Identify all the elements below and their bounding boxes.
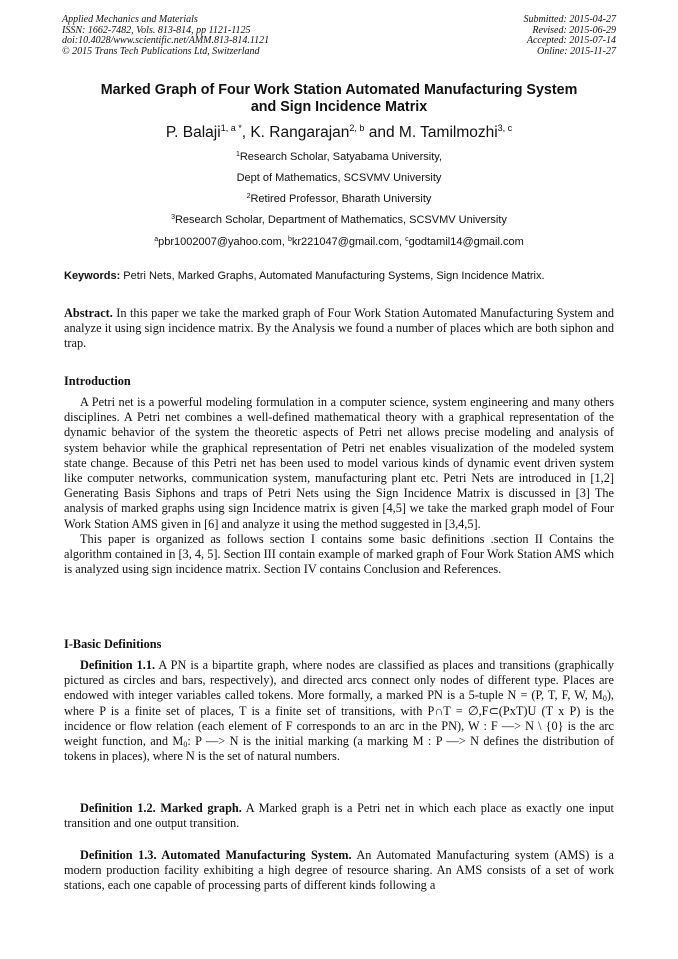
author-1-marker: 1, a * [220, 123, 242, 133]
author-1: P. Balaji [165, 124, 221, 141]
definition-1-2 [64, 801, 614, 831]
title-line-2: and Sign Incidence Matrix [250, 99, 428, 115]
title-line-1: Marked Graph of Four Work Station Automated Manufacturing System [100, 82, 578, 98]
m0-subscript-2: 0 [183, 740, 188, 750]
keywords-label: Keywords: [64, 270, 121, 282]
definition-1-2-text: A Marked graph is a Petri net in which each place as exactly one input transition and one output transition. [64, 801, 614, 831]
affiliation-1b-text: Dept of Mathematics, SCSVMV University [236, 172, 442, 184]
definition-1-1-text-a: A PN is a bipartite graph, where nodes are classified as places and transitions (graphically pictured as circles and bars, respectively), and directed arcs connect only nodes of different type. Places are endowed with integer variables called tokens. More formally, a marked PN is a 5-tuple N = (P, T, F, W, M [64, 658, 614, 703]
affiliation-1-text: Research Scholar, Satyabama University, [239, 151, 443, 163]
email-a: pbr1002007@yahoo.com, [158, 236, 288, 248]
affiliation-3 [40, 214, 638, 227]
journal-issn: ISSN: 1662-7482, Vols. 813-814, pp 1121-1125 [62, 24, 251, 36]
email-c: godtamil14@gmail.com [408, 236, 524, 248]
keywords-text: Petri Nets, Marked Graphs, Automated Manufacturing Systems, Sign Incidence Matrix. [120, 270, 545, 282]
email-a-marker: a [154, 236, 159, 243]
author-2-marker: 2, b [349, 123, 365, 133]
keywords [64, 270, 624, 283]
affiliation-1-marker: 1 [235, 151, 240, 158]
definition-1-1-paragraph [64, 658, 614, 764]
basic-definitions-heading: I-Basic Definitions [64, 637, 162, 651]
journal-copyright: © 2015 Trans Tech Publications Ltd, Switzerland [62, 45, 260, 57]
introduction-paragraph-1: A Petri net is a powerful modeling formulation in a computer science, system engineering and many others disciplines. A Petri net combines a well-defined mathematical theory with a graphical representation of the dynamic behavior of the system the theoretic aspects of Petri net allows precise modeling and analysis of system behavior while the graphical representation of Petri net enables visualization of the modeled system state change. Because of this Petri net has been used to model various kinds of dynamic event driven system like computer networks, communication system, manufacturing plant etc. Petri Nets are introduced in [1,2] Generating Basis Siphons and traps of Petri Nets using the Sign Incidence Matrix is discussed in [3] The analysis of marked graphs using sign Incidence matrix is given [4,5] we take the marked graph model of Four Work Station AMS given in [6] and analyze it using the method suggested in [3,4,5]. [64, 395, 614, 531]
definition-1-2-paragraph [64, 801, 614, 831]
affiliation-3-marker: 3 [171, 214, 175, 221]
paper-title [40, 82, 638, 116]
definition-1-3-label: Definition 1.3. Automated Manufacturing System. [80, 848, 352, 862]
m0-subscript-1: 0 [602, 694, 607, 704]
affiliation-2 [40, 193, 638, 206]
abstract-text: In this paper we take the marked graph of Four Work Station Automated Manufacturing System and analyze it using sign incidence matrix. By the Analysis we found a number of places which are both siphon and trap. [64, 306, 614, 351]
introduction-paragraph-2: This paper is organized as follows section I contains some basic definitions .section II Contains the algorithm contained in [3, 4, 5]. Section III contain example of marked graph of Four Work Station AMS which is analyzed using sign incidence matrix. Section IV contains Conclusion and References. [64, 531, 614, 577]
definition-1-3-paragraph [64, 848, 614, 894]
introduction-heading: Introduction [64, 374, 131, 388]
author-list [40, 124, 638, 142]
journal-name: Applied Mechanics and Materials [62, 14, 198, 25]
abstract-paragraph [64, 306, 614, 352]
author-2: , K. Rangarajan [241, 124, 350, 141]
publication-dates [524, 15, 617, 57]
date-submitted: Submitted: 2015-04-27 [523, 14, 616, 25]
definition-1-1 [64, 658, 614, 764]
abstract [64, 306, 614, 352]
date-online: Online: 2015-11-27 [537, 45, 616, 57]
author-3-marker: 3, c [497, 123, 513, 133]
introduction-body [64, 395, 614, 577]
email-b-marker: b [287, 236, 292, 243]
date-accepted: Accepted: 2015-07-14 [526, 35, 616, 47]
definition-1-3-text: An Automated Manufacturing system (AMS) is a modern production facility exhibiting a high degree of resource sharing. An AMS consists of a set of work stations, each one capable of processing parts of different kinds following a [64, 848, 614, 893]
author-emails [40, 236, 638, 249]
affiliation-2-marker: 2 [246, 193, 251, 200]
definition-1-1-text-b: ), where P is a finite set of places, T is a finite set of transitions, with P∩T = ∅,F⊂(PxT)U (T x P) is the incidence or flow relation (each element of F corresponds to an arc in the PN), W : F —> N \ {0} is the arc weight function, and M [64, 688, 614, 749]
definition-1-1-text-c: : P —> N is the initial marking (a marking M : P —> N defines the distribution of tokens in places), where N is the set of natural numbers. [64, 734, 614, 764]
author-3: and M. Tamilmozhi [364, 124, 498, 141]
affiliation-3-text: Research Scholar, Department of Mathematics, SCSVMV University [174, 214, 507, 226]
abstract-label: Abstract. [64, 306, 113, 320]
affiliation-2-text: Retired Professor, Bharath University [250, 193, 432, 205]
definition-1-2-label: Definition 1.2. Marked graph. [80, 801, 242, 815]
affiliation-1b [40, 172, 638, 185]
journal-header [62, 15, 269, 57]
date-revised: Revised: 2015-06-29 [532, 24, 616, 36]
email-c-marker: c [405, 236, 409, 243]
affiliation-1 [40, 151, 638, 164]
journal-doi: doi:10.4028/www.scientific.net/AMM.813-814.1121 [62, 35, 270, 47]
definition-1-3 [64, 848, 614, 894]
email-b: kr221047@gmail.com, [291, 236, 406, 248]
definition-1-1-label: Definition 1.1. [80, 658, 156, 672]
